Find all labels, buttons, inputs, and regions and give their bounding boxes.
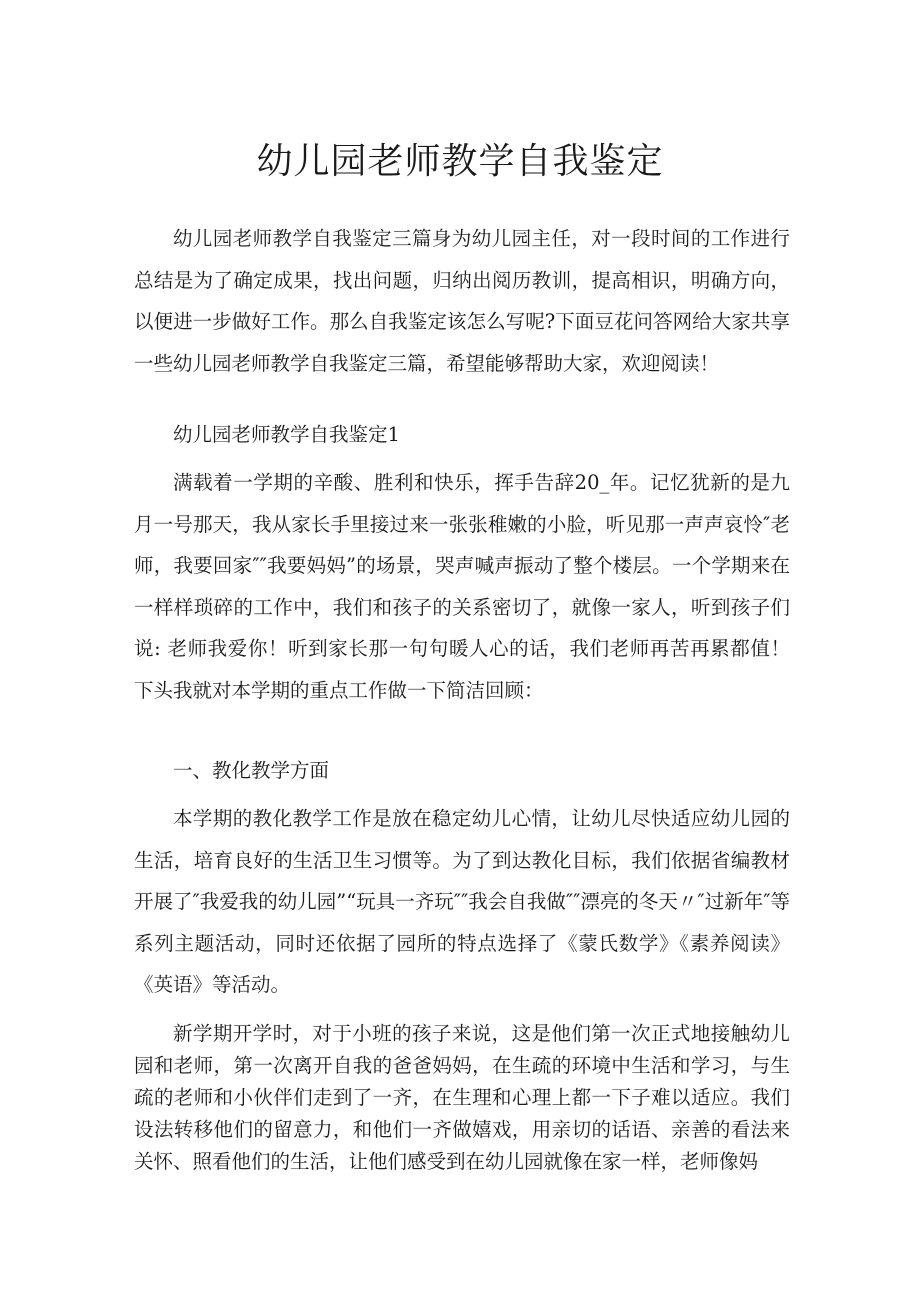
body-paragraph-3: 新学期开学时，对于小班的孩子来说，这是他们第一次正式地接触幼儿园和老师，第一次离开自我的爸爸妈妈，在生疏的环境中生活和学习，与生疏的老师和小伙伴们走到了一齐，在生理和心理上都一下子难以适应。我们设法转移他们的留意力，和他们一齐做嬉戏，用亲切的话语、亲善的看法来关怀、照看他们的生活，让他们感受到在幼儿园就像在家一样，老师像妈 xyxy=(134,1022,790,1173)
document-title: 幼儿园老师教学自我鉴定 xyxy=(256,141,664,182)
subsection-heading-1: 一、教化教学方面 xyxy=(173,759,330,782)
intro-paragraph: 幼儿园老师教学自我鉴定三篇身为幼儿园主任，对一段时间的工作进行总结是为了确定成果，找出问题，归纳出阅历教训，提高相识，明确方向，以便进一步做好工作。那么自我鉴定该怎么写呢?下面豆花问答网给大家共享一些幼儿园老师教学自我鉴定三篇，希望能够帮助大家，欢迎阅读！ xyxy=(134,227,790,375)
body-paragraph-1: 满载着一学期的辛酸、胜利和快乐，挥手告辞20_年。记忆犹新的是九月一号那天，我从家长手里接过来一张张稚嫩的小脸，听见那一声声哀怜″老师，我要回家″″我要妈妈”的场景，哭声喊声振动了整个楼层。一个学期来在一样样琐碎的工作中，我们和孩子的关系密切了，就像一家人，听到孩子们说: 老师我爱你！听到家长那一句句暖人心的话，我们老师再苦再累都值！下头我就对本学期的重点工作做一下简洁回顾： xyxy=(134,471,790,702)
section-heading-1: 幼儿园老师教学自我鉴定1 xyxy=(173,423,400,446)
body-paragraph-2: 本学期的教化教学工作是放在稳定幼儿心情，让幼儿尽快适应幼儿园的生活，培育良好的生活卫生习惯等。为了到达教化目标，我们依据省编教材开展了″我爱我的幼儿园”“玩具一齐玩″″我会自我做″″漂亮的冬天〃″过新年″等系列主题活动，同时还依据了园所的特点选择了《蒙氏数学》《素养阅读》《英语》等活动。 xyxy=(134,807,790,996)
